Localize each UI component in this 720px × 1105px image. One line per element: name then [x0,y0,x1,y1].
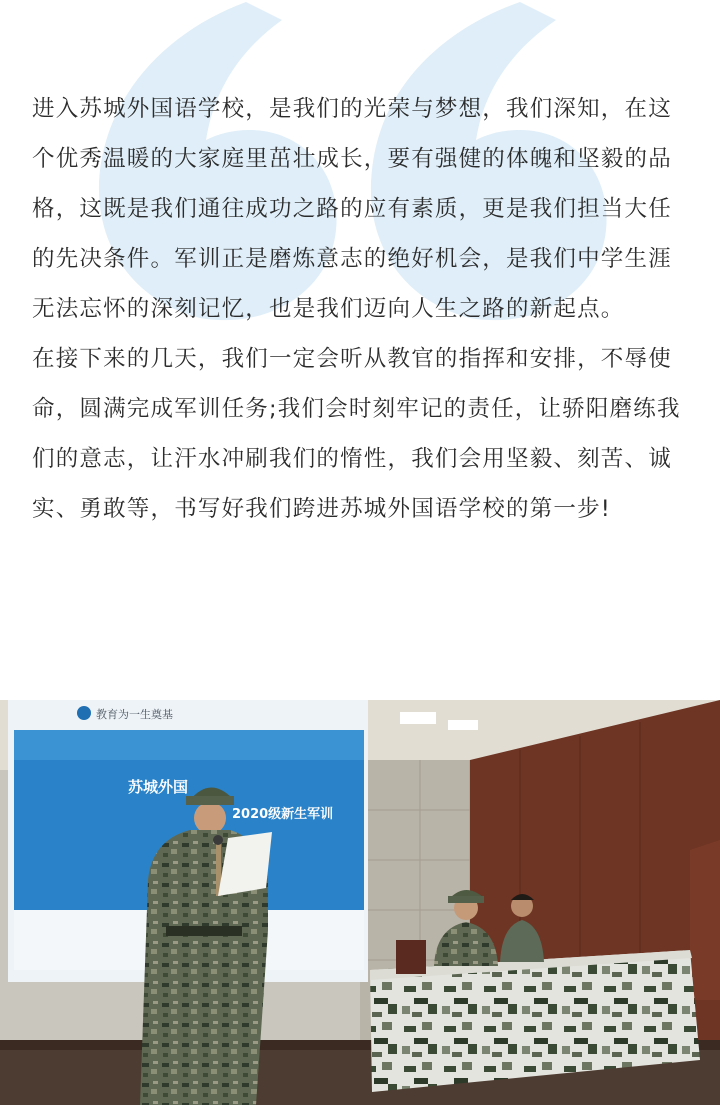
slide-slogan: 教育为一生奠基 [96,709,173,721]
article-paragraph: 在接下来的几天，我们一定会听从教官的指挥和安排，不辱使命，圆满完成军训任务;我们会时刻牢记的责任，让骄阳磨练我们的意志，让汗水冲刷我们的惰性，我们会用坚毅、刻苦、诚实、勇敢等，书写好我们跨进苏城外国语学校的第一步! [32,346,681,522]
slide-title-left: 苏城外国 [128,778,189,796]
military-training-photo [0,700,720,1105]
article-body [32,84,692,534]
slide-title-right: 2020级新生军训 [232,807,334,822]
article-paragraph: 进入苏城外国语学校，是我们的光荣与梦想，我们深知，在这个优秀温暖的大家庭里茁壮成长，要有强健的体魄和坚毅的品格，这既是我们通往成功之路的应有素质，更是我们担当大任的先决条件。军训正是磨炼意志的绝好机会，是我们中学生涯无法忘怀的深刻记忆，也是我们迈向人生之路的新起点。 [32,96,672,322]
